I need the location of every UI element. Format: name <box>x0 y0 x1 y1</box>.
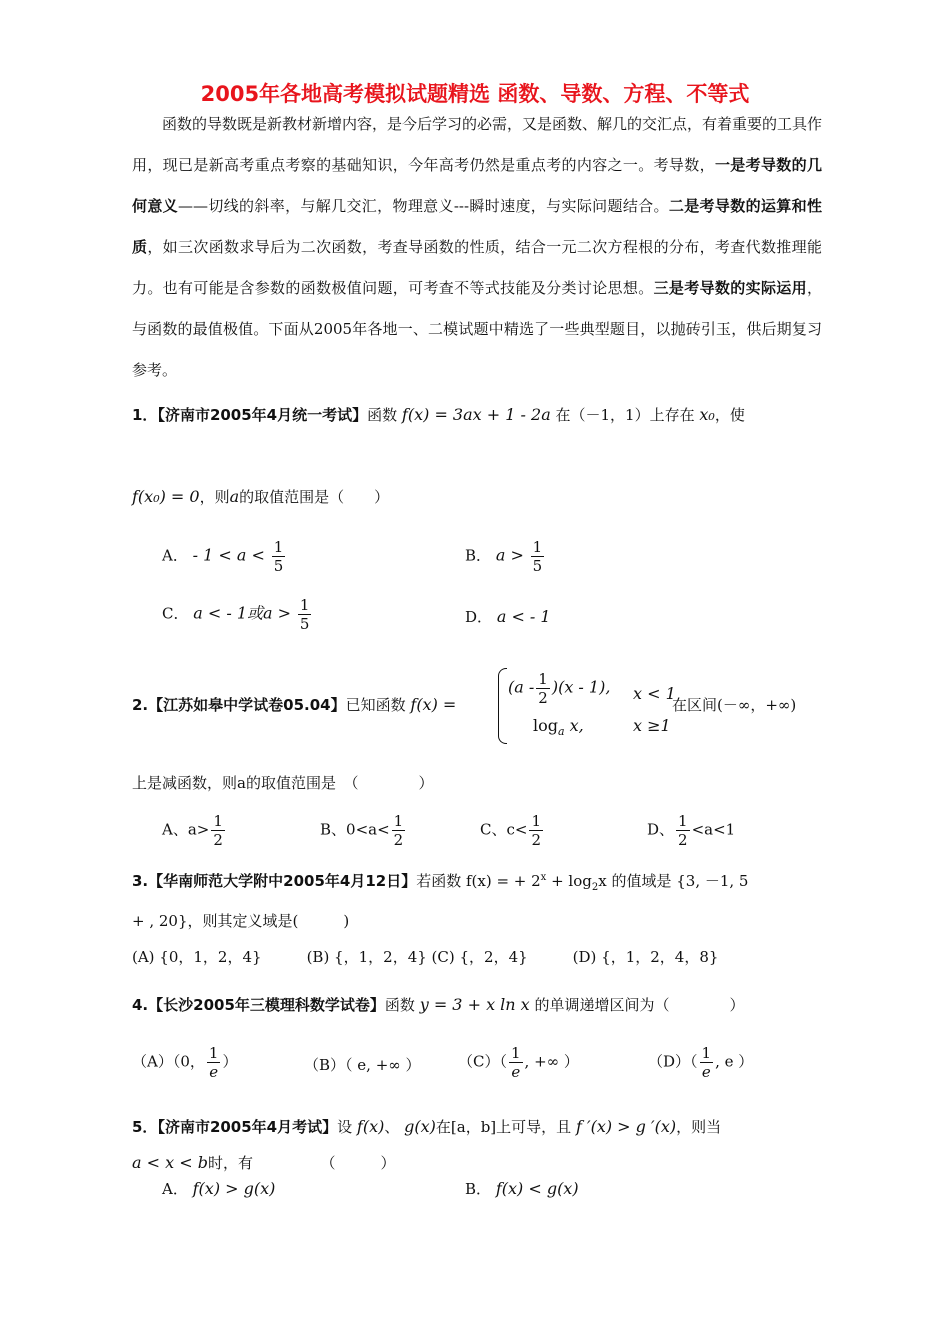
fraction <box>298 596 312 633</box>
option-label: C． <box>162 604 189 623</box>
q5-f: f(x) <box>356 1117 385 1136</box>
q2-case-1-cond <box>633 684 676 703</box>
q5-option-b[interactable] <box>465 1178 579 1199</box>
intro-text-3: ，如三次函数求导后为二次函数，考查导函数的性质，结合一元二次方程根的分布，考查代数推理能力。也有可能是含参数的函数极值问题，可考查不等式技能及分类讨论思想。 <box>132 238 822 297</box>
option-label: A． <box>162 1180 188 1198</box>
q1-condition: f(x₀) = 0 <box>132 487 200 506</box>
fraction <box>211 812 225 849</box>
q2-number: 2. <box>132 696 149 714</box>
q5-stem <box>132 1116 721 1137</box>
q5-range: a < x < b <box>132 1153 208 1172</box>
fraction-denominator: e <box>701 1063 711 1081</box>
fraction-numerator: 1 <box>393 812 404 830</box>
fraction-denominator: 2 <box>678 831 688 849</box>
q2-stem-line2: 上是减函数，则a的取值范围是 （ ） <box>132 774 434 792</box>
case-condition: x ≥1 <box>633 716 671 735</box>
case-condition: x < 1 <box>633 684 676 703</box>
q5-number: 5． <box>132 1118 158 1136</box>
q1-option-b[interactable] <box>465 538 546 575</box>
q2-option-a[interactable] <box>162 812 227 849</box>
q5-text: 时，有 （ ） <box>207 1154 396 1172</box>
q4-option-d[interactable] <box>648 1044 753 1081</box>
q2-source: 【江苏如皋中学试卷05.04】 <box>148 696 346 714</box>
q4-option-b[interactable]: （B）（ e, +∞ ） <box>304 1056 421 1074</box>
q5-stem-line2 <box>132 1152 395 1173</box>
q3-text: + log <box>546 872 592 890</box>
option-label: A． <box>162 546 188 565</box>
q3-source: 【华南师范大学附中2005年4月12日】 <box>148 872 417 890</box>
fraction-numerator: 1 <box>532 538 543 556</box>
fraction-denominator: 2 <box>393 831 404 849</box>
option-text: <a<1 <box>691 820 736 839</box>
option-expr: f(x) < g(x) <box>495 1179 579 1198</box>
fraction <box>272 538 286 575</box>
option-text: C、c< <box>480 820 528 839</box>
q3-exponent: x <box>540 872 547 883</box>
fraction-numerator: 1 <box>213 812 223 830</box>
fraction <box>207 1044 221 1081</box>
q4-text: 的单调递增区间为（ ） <box>534 996 745 1014</box>
q5-text: 设 <box>337 1118 353 1136</box>
fraction <box>676 812 690 849</box>
case-expr: (a - <box>508 677 535 697</box>
fraction <box>392 812 406 849</box>
q2-function: f(x) = <box>410 695 457 714</box>
q5-text: 在[a，b]上可导，且 <box>435 1118 572 1136</box>
case-expr: x, <box>564 716 584 735</box>
fraction-numerator: 1 <box>273 538 284 556</box>
q1-text: 的取值范围是（ ） <box>239 488 390 506</box>
intro-text-4: ，与函数的最值极值。下面从2005年各地一、二模试题中精选了一些典型题目，以抛砖引玉，供后期复习参考。 <box>132 279 822 379</box>
q3-stem <box>132 870 748 893</box>
q3-log-base: 2 <box>591 882 599 893</box>
option-label: B． <box>465 546 492 565</box>
fraction-numerator: 1 <box>538 670 548 688</box>
fraction <box>509 1044 523 1081</box>
fraction <box>700 1044 714 1081</box>
q2-case-1 <box>508 670 610 707</box>
case-expr: )(x - 1), <box>551 677 611 697</box>
q4-stem <box>132 994 745 1015</box>
q1-x0: x₀ <box>699 405 715 424</box>
q5-text: ，则当 <box>676 1118 722 1136</box>
q2-case-2 <box>533 716 584 738</box>
q2-option-c[interactable] <box>480 812 545 849</box>
q1-number: 1． <box>132 406 158 424</box>
fraction-numerator: 1 <box>531 812 541 830</box>
intro-bold-2: 二是考导数的运算和性质 <box>132 197 822 256</box>
fraction <box>536 670 550 707</box>
fraction-denominator: 2 <box>538 689 548 707</box>
fraction-numerator: 1 <box>701 1044 712 1062</box>
fraction-denominator: 2 <box>531 831 541 849</box>
option-text: （A）（0， <box>132 1052 205 1071</box>
q5-g: g(x) <box>404 1117 436 1136</box>
intro-text-2: ——切线的斜率，与解几交汇，物理意义---瞬时速度，与实际问题结合。 <box>178 197 669 215</box>
q5-condition: f ′(x) > g ′(x) <box>575 1117 677 1136</box>
option-label: D． <box>465 608 493 626</box>
log-symbol: log <box>533 716 558 735</box>
fraction-numerator: 1 <box>208 1044 219 1062</box>
option-label: B． <box>465 1180 492 1198</box>
fraction <box>529 812 543 849</box>
q1-option-a[interactable] <box>162 538 287 575</box>
q1-option-d[interactable] <box>465 606 551 627</box>
option-expr: a > <box>495 545 524 565</box>
q2-stem <box>132 694 456 715</box>
q4-text: 函数 <box>384 996 415 1014</box>
piecewise-brace <box>498 668 507 744</box>
option-text: , +∞ ） <box>524 1052 579 1071</box>
q5-source: 【济南市2005年4月考试】 <box>157 1118 338 1136</box>
q2-option-d[interactable] <box>647 812 735 849</box>
q3-stem-line2: + , 20}，则其定义域是( ) <box>132 912 350 930</box>
intro-bold-3: 三是考导数的实际运用 <box>653 279 807 297</box>
option-expr: - 1 < a < <box>192 545 265 565</box>
option-expr: f(x) > g(x) <box>192 1179 276 1198</box>
q1-text: 在（－1，1）上存在 <box>555 406 695 424</box>
option-expr: a < - 1 <box>496 607 551 626</box>
q2-case-2-cond <box>633 716 671 735</box>
fraction-numerator: 1 <box>678 812 688 830</box>
q4-source: 【长沙2005年三模理科数学试卷】 <box>148 996 385 1014</box>
q1-function: f(x) = 3ax + 1 - 2a <box>401 405 551 424</box>
q1-stem <box>132 404 745 425</box>
option-text: , e ） <box>715 1052 754 1071</box>
intro-paragraph <box>132 104 822 391</box>
intro-bold-1: 一是考导数的几何意义 <box>132 156 822 215</box>
fraction-denominator: 2 <box>213 831 223 849</box>
q1-source: 【济南市2005年4月统一考试】 <box>157 406 368 424</box>
log-base: a <box>558 725 565 738</box>
q1-stem-line2 <box>132 486 389 507</box>
fraction-denominator: 5 <box>273 557 284 575</box>
q1-param: a <box>229 487 240 506</box>
q5-option-a[interactable] <box>162 1178 275 1199</box>
fraction-denominator: 5 <box>532 557 543 575</box>
option-text: A、a> <box>162 820 210 839</box>
q2-option-b[interactable] <box>320 812 407 849</box>
q3-text: 若函数 f(x) = + 2 <box>416 872 541 890</box>
q4-option-a[interactable] <box>132 1044 237 1081</box>
option-text: B、0<a< <box>320 820 390 839</box>
q1-text: ，使 <box>714 406 745 424</box>
q3-number: 3. <box>132 872 149 890</box>
option-text: ） <box>222 1052 238 1071</box>
intro-text-1: 函数的导数既是新教材新增内容，是今后学习的必需，又是函数、解几的交汇点，有着重要的工具作用，现已是新高考重点考察的基础知识，今年高考仍然是重点考的内容之一。考导数， <box>132 115 823 174</box>
option-text: （C）（ <box>458 1052 507 1071</box>
q4-option-c[interactable] <box>458 1044 579 1081</box>
q1-option-c[interactable] <box>162 596 313 633</box>
fraction-numerator: 1 <box>299 596 310 614</box>
q2-text: 已知函数 <box>345 696 406 714</box>
q2-interval: 在区间(－∞，+∞) <box>672 696 797 714</box>
fraction-denominator: 5 <box>299 615 310 633</box>
fraction-denominator: e <box>511 1063 521 1081</box>
q1-text: 函数 <box>367 406 398 424</box>
fraction <box>531 538 545 575</box>
q5-text: 、 <box>384 1118 400 1136</box>
q3-text: x 的值域是 {3, －1, 5 <box>598 872 749 890</box>
option-expr: a < - 1或a > <box>193 603 292 623</box>
q4-number: 4. <box>132 996 149 1014</box>
fraction-denominator: e <box>209 1063 219 1081</box>
option-text: （D）（ <box>648 1052 698 1071</box>
q3-options[interactable]: (A) {0，1，2，4} (B) {，1，2，4} (C) {，2，4} (D) {，1，2，4，8} <box>132 948 719 966</box>
page-title: 2005年各地高考模拟试题精选 函数、导数、方程、不等式 <box>200 82 750 106</box>
option-label: D、 <box>647 820 675 839</box>
fraction-numerator: 1 <box>510 1044 521 1062</box>
q1-text: ，则 <box>199 488 230 506</box>
q4-function: y = 3 + x ln x <box>419 995 530 1014</box>
